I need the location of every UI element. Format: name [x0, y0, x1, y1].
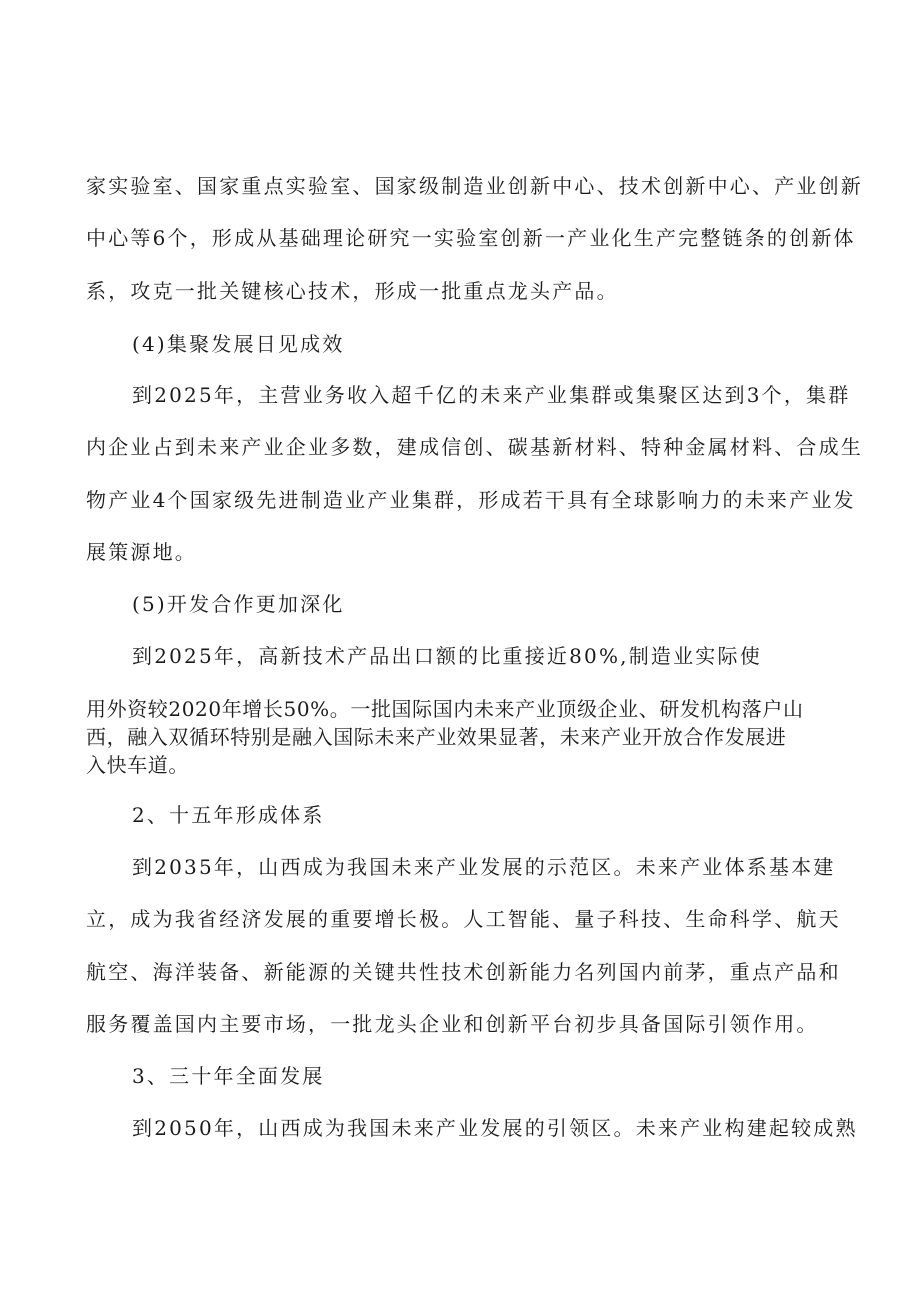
paragraph-line: 到2050年，山西成为我国未来产业发展的引领区。未来产业构建起较成熟 [132, 1116, 858, 1140]
paragraph-line: 到2025年，高新技术产品出口额的比重接近80%,制造业实际使 [132, 644, 762, 668]
paragraph-line: 到2025年，主营业务收入超千亿的未来产业集群或集聚区达到3个，集群 [132, 383, 851, 407]
paragraph-line: 展策源地。 [86, 540, 197, 564]
paragraph-line: 内企业占到未来产业企业多数，建成信创、碳基新材料、特种金属材料、合成生 [86, 435, 863, 459]
section-heading: (5)开发合作更加深化 [132, 592, 345, 616]
paragraph-line: 系，攻克一批关键核心技术，形成一批重点龙头产品。 [86, 279, 619, 303]
section-heading: (4)集聚发展日见成效 [132, 332, 345, 356]
paragraph-line: 物产业4个国家级先进制造业产业集群，形成若干具有全球影响力的未来产业发 [86, 488, 856, 512]
section-heading: 2、十五年形成体系 [132, 803, 325, 827]
paragraph-line: 中心等6个，形成从基础理论研究一实验室创新一产业化生产完整链条的创新体 [86, 226, 856, 250]
paragraph-line: 入快车道。 [86, 753, 189, 777]
section-heading: 3、三十年全面发展 [132, 1064, 325, 1088]
paragraph-line: 家实验室、国家重点实验室、国家级制造业创新中心、技术创新中心、产业创新 [86, 174, 863, 198]
paragraph-line: 航空、海洋装备、新能源的关键共性技术创新能力名列国内前茅，重点产品和 [86, 960, 841, 984]
paragraph-line: 到2035年，山西成为我国未来产业发展的示范区。未来产业体系基本建 [132, 855, 836, 879]
paragraph-line: 服务覆盖国内主要市场，一批龙头企业和创新平台初步具备国际引领作用。 [86, 1012, 819, 1036]
paragraph-line: 西，融入双循环特别是融入国际未来产业效果显著，未来产业开放合作发展进 [86, 725, 787, 749]
paragraph-line: 用外资较2020年增长50%。一批国际国内未来产业顶级企业、研发机构落户山 [86, 697, 804, 721]
paragraph-line: 立，成为我省经济发展的重要增长极。人工智能、量子科技、生命科学、航天 [86, 907, 841, 931]
